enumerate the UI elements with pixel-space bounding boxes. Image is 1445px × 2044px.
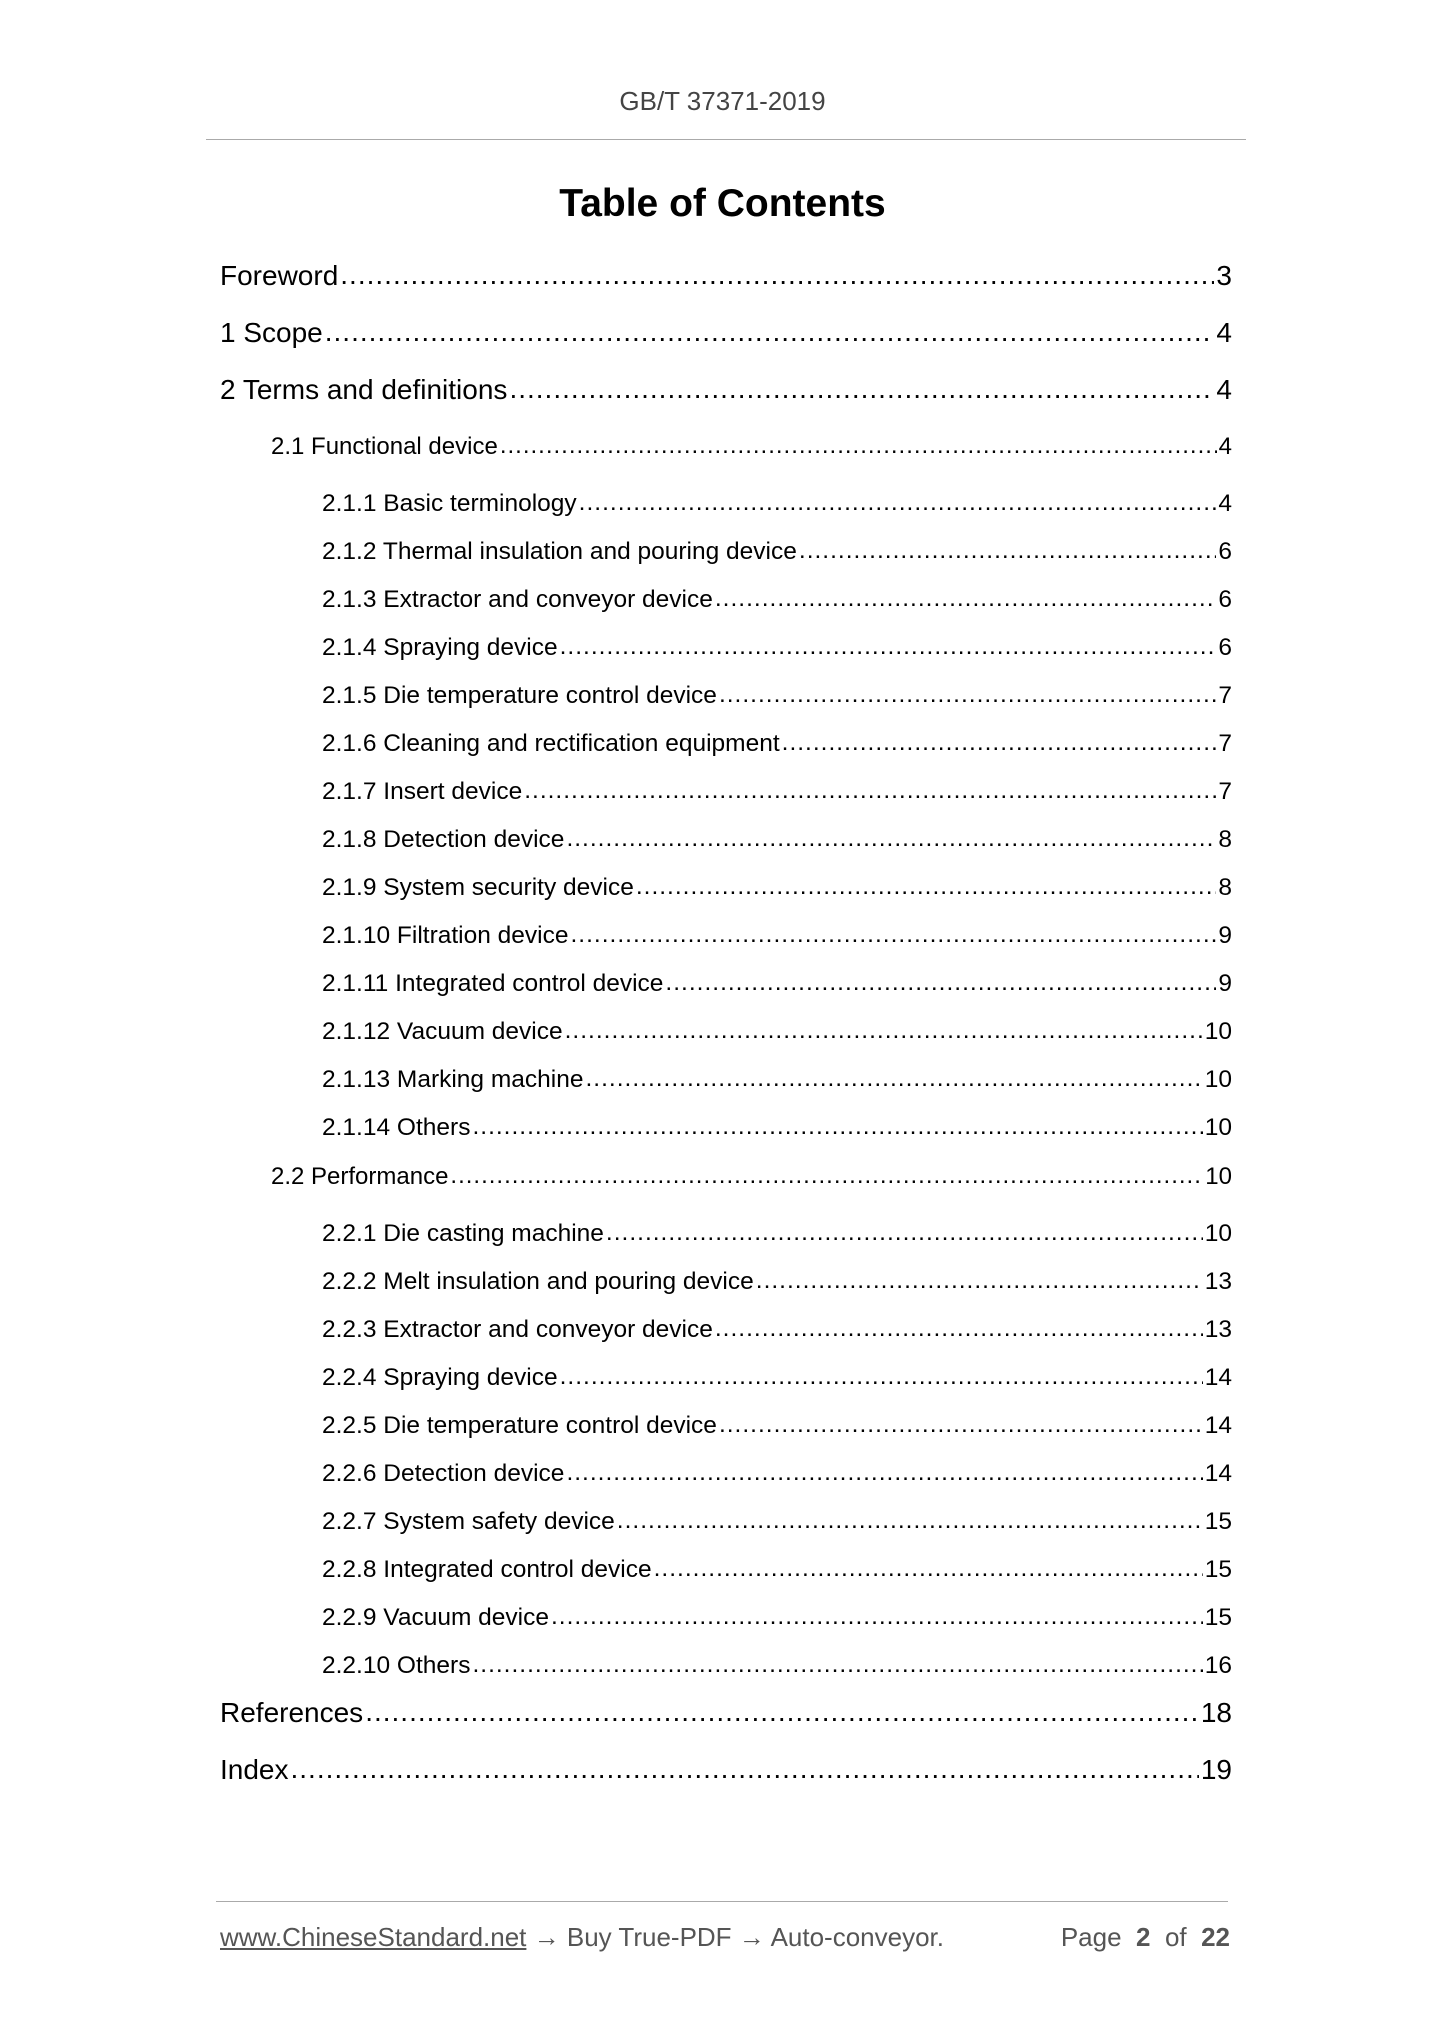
toc-dot-leader	[291, 1753, 1199, 1785]
page-total: 22	[1201, 1922, 1230, 1952]
toc-dot-leader	[524, 777, 1216, 805]
toc-entry-label: 2.1.10 Filtration device	[322, 922, 569, 949]
toc-entry-2-2-4[interactable]	[322, 1364, 1232, 1392]
toc-dot-leader	[566, 1459, 1202, 1487]
toc-entry-label: Foreword	[220, 260, 339, 291]
toc-entry-page: 14	[1204, 1460, 1232, 1487]
toc-entry-label: 2.2 Performance	[271, 1163, 449, 1190]
page-footer	[220, 1922, 1230, 1953]
page-word: Page	[1060, 1922, 1122, 1952]
toc-entry-index[interactable]	[220, 1754, 1232, 1786]
toc-entry-2-2-7[interactable]	[322, 1508, 1232, 1536]
toc-entry-label: 2.2.3 Extractor and conveyor device	[322, 1316, 713, 1343]
toc-entry-label: 2.2.7 System safety device	[322, 1508, 615, 1535]
toc-entry-page: 8	[1218, 874, 1232, 901]
toc-entry-2-1-4[interactable]	[322, 634, 1232, 662]
toc-entry-page: 9	[1218, 970, 1232, 997]
toc-entry-2-2[interactable]	[271, 1163, 1232, 1191]
toc-dot-leader	[509, 373, 1214, 405]
toc-entry-2-1-13[interactable]	[322, 1066, 1232, 1094]
toc-dot-leader	[719, 1411, 1203, 1439]
toc-dot-leader	[654, 1555, 1203, 1583]
toc-dot-leader	[782, 729, 1217, 757]
toc-entry-label: 2.1.9 System security device	[322, 874, 634, 901]
toc-entry-label: 2.1 Functional device	[271, 433, 498, 460]
toc-entry-page: 7	[1218, 730, 1232, 757]
toc-entry-2-1-11[interactable]	[322, 970, 1232, 998]
toc-entry-label: 2.1.13 Marking machine	[322, 1066, 584, 1093]
toc-entry-page: 19	[1200, 1754, 1232, 1785]
toc-entry-label: 2.2.1 Die casting machine	[322, 1220, 604, 1247]
footer-divider	[216, 1901, 1228, 1902]
toc-dot-leader	[551, 1603, 1203, 1631]
toc-entry-2-1-1[interactable]	[322, 490, 1232, 518]
toc-entry-page: 8	[1218, 826, 1232, 853]
toc-entry-page: 7	[1218, 778, 1232, 805]
toc-entry-label: 2.1.5 Die temperature control device	[322, 682, 717, 709]
toc-entry-label: 1 Scope	[220, 317, 323, 348]
toc-dot-leader	[450, 1162, 1203, 1190]
toc-dot-leader	[340, 259, 1214, 291]
toc-dot-leader	[566, 825, 1216, 853]
toc-dot-leader	[325, 316, 1215, 348]
toc-entry-page: 10	[1204, 1114, 1232, 1141]
toc-entry-page: 7	[1218, 682, 1232, 709]
toc-entry-label: 2.2.2 Melt insulation and pouring device	[322, 1268, 754, 1295]
toc-entry-page: 4	[1216, 317, 1232, 348]
toc-dot-leader	[472, 1113, 1202, 1141]
footer-trail: → Buy True-PDF → Auto-conveyor.	[526, 1922, 945, 1952]
toc-entry-2-2-1[interactable]	[322, 1220, 1232, 1248]
toc-entry-2-2-8[interactable]	[322, 1556, 1232, 1584]
toc-dot-leader	[799, 537, 1216, 565]
toc-entry-2-1-8[interactable]	[322, 826, 1232, 854]
toc-entry-label: 2.1.14 Others	[322, 1114, 471, 1141]
toc-entry-page: 15	[1204, 1604, 1232, 1631]
toc-dot-leader	[756, 1267, 1203, 1295]
toc-entry-label: Index	[220, 1754, 289, 1785]
toc-title: Table of Contents	[559, 182, 886, 225]
toc-entry-page: 4	[1218, 433, 1232, 460]
toc-entry-2-1-2[interactable]	[322, 538, 1232, 566]
page-number	[1061, 1922, 1230, 1953]
toc-entry-page: 10	[1204, 1018, 1232, 1045]
toc-entry-2-1-12[interactable]	[322, 1018, 1232, 1046]
toc-entry-page: 3	[1216, 260, 1232, 291]
toc-dot-leader	[719, 681, 1216, 709]
toc-entry-2-1-7[interactable]	[322, 778, 1232, 806]
toc-dot-leader	[365, 1696, 1199, 1728]
toc-entry-2-1-5[interactable]	[322, 682, 1232, 710]
header-divider	[206, 139, 1246, 140]
toc-entry-label: 2 Terms and definitions	[220, 374, 508, 405]
toc-entry-2-1[interactable]	[271, 433, 1232, 461]
toc-entry-label: 2.2.10 Others	[322, 1652, 471, 1679]
toc-entry-2-2-10[interactable]	[322, 1652, 1232, 1680]
toc-entry-page: 15	[1204, 1556, 1232, 1583]
toc-entry-2-1-6[interactable]	[322, 730, 1232, 758]
of-word: of	[1164, 1922, 1187, 1952]
toc-entry-page: 13	[1204, 1316, 1232, 1343]
toc-dot-leader	[560, 633, 1217, 661]
toc-entry-2-1-9[interactable]	[322, 874, 1232, 902]
toc-entry-page: 4	[1218, 490, 1232, 517]
toc-dot-leader	[585, 1065, 1202, 1093]
toc-entry-page: 10	[1204, 1066, 1232, 1093]
toc-dot-leader	[560, 1363, 1203, 1391]
toc-entry-2-2-5[interactable]	[322, 1412, 1232, 1440]
toc-entry-2-2-2[interactable]	[322, 1268, 1232, 1296]
toc-entry-scope[interactable]	[220, 317, 1232, 349]
toc-dot-leader	[472, 1651, 1202, 1679]
toc-dot-leader	[715, 1315, 1203, 1343]
toc-entry-label: 2.2.8 Integrated control device	[322, 1556, 652, 1583]
document-id-header: GB/T 37371-2019	[619, 86, 826, 116]
toc-entry-page: 15	[1204, 1508, 1232, 1535]
toc-entry-label: 2.2.4 Spraying device	[322, 1364, 558, 1391]
toc-entry-2-2-6[interactable]	[322, 1460, 1232, 1488]
toc-entry-page: 16	[1204, 1652, 1232, 1679]
toc-dot-leader	[579, 489, 1217, 517]
toc-entry-label: 2.1.12 Vacuum device	[322, 1018, 563, 1045]
toc-entry-2-2-9[interactable]	[322, 1604, 1232, 1632]
toc-entry-label: 2.1.4 Spraying device	[322, 634, 558, 661]
toc-entry-terms[interactable]	[220, 374, 1232, 406]
toc-dot-leader	[606, 1219, 1203, 1247]
page-current: 2	[1136, 1922, 1151, 1952]
footer-source	[220, 1922, 1061, 1953]
toc-entry-label: 2.1.2 Thermal insulation and pouring device	[322, 538, 797, 565]
toc-entry-page: 6	[1218, 586, 1232, 613]
toc-entry-page: 10	[1204, 1220, 1232, 1247]
toc-entry-page: 6	[1218, 634, 1232, 661]
toc-entry-page: 9	[1218, 922, 1232, 949]
toc-entry-label: 2.1.8 Detection device	[322, 826, 565, 853]
toc-entry-2-1-14[interactable]	[322, 1114, 1232, 1142]
toc-entry-label: 2.1.7 Insert device	[322, 778, 523, 805]
toc-entry-page: 13	[1204, 1268, 1232, 1295]
website-link[interactable]: www.ChineseStandard.net	[220, 1922, 527, 1952]
toc-entry-page: 10	[1205, 1163, 1232, 1190]
toc-entry-label: 2.1.6 Cleaning and rectification equipment	[322, 730, 780, 757]
toc-dot-leader	[715, 585, 1217, 613]
toc-entry-2-2-3[interactable]	[322, 1316, 1232, 1344]
toc-dot-leader	[571, 921, 1217, 949]
toc-entry-label: 2.2.5 Die temperature control device	[322, 1412, 717, 1439]
toc-entry-label: 2.1.1 Basic terminology	[322, 490, 577, 517]
toc-entry-foreword[interactable]	[220, 260, 1232, 292]
toc-entry-2-1-3[interactable]	[322, 586, 1232, 614]
toc-dot-leader	[617, 1507, 1203, 1535]
toc-entry-2-1-10[interactable]	[322, 922, 1232, 950]
toc-entry-page: 14	[1204, 1412, 1232, 1439]
toc-entry-label: References	[220, 1697, 364, 1728]
toc-dot-leader	[565, 1017, 1203, 1045]
toc-entry-page: 14	[1204, 1364, 1232, 1391]
toc-entry-page: 18	[1200, 1697, 1232, 1728]
toc-dot-leader	[636, 873, 1217, 901]
toc-dot-leader	[500, 432, 1217, 460]
toc-entry-label: 2.1.3 Extractor and conveyor device	[322, 586, 713, 613]
toc-entry-label: 2.2.6 Detection device	[322, 1460, 565, 1487]
toc-entry-page: 6	[1218, 538, 1232, 565]
toc-entry-label: 2.2.9 Vacuum device	[322, 1604, 549, 1631]
toc-entry-references[interactable]	[220, 1697, 1232, 1729]
toc-dot-leader	[665, 969, 1216, 997]
toc-entry-page: 4	[1216, 374, 1232, 405]
toc-entry-label: 2.1.11 Integrated control device	[322, 970, 664, 997]
